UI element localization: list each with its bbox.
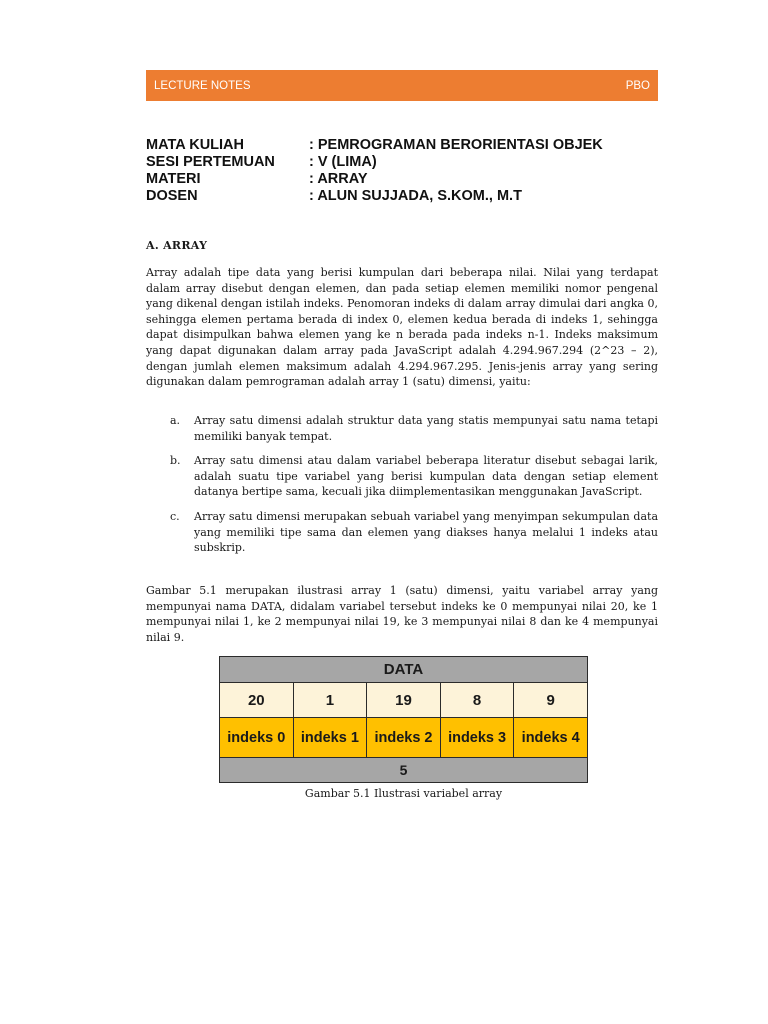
header-bar	[146, 70, 658, 101]
list-item	[146, 509, 658, 556]
figure-paragraph: Gambar 5.1 merupakan ilustrasi array 1 (satu) dimensi, yaitu variabel array yang mempunyai nama DATA, didalam variabel tersebut indeks ke 0 mempunyai nilai 20, ke 1 mempunyai nilai 1, ke 2 mempunyai nilai 19, ke 3 mempunyai nilai 8 dan ke 4 mempunyai nilai 9.	[146, 584, 658, 644]
section-title: A. ARRAY	[146, 239, 208, 252]
value-cell: 20	[220, 683, 294, 718]
value-cell: 9	[514, 683, 588, 718]
value-cell: 8	[440, 683, 514, 718]
meta-row-lecturer	[146, 188, 603, 205]
meta-row-session	[146, 154, 603, 171]
figure-caption: Gambar 5.1 Ilustrasi variabel array	[304, 787, 503, 800]
index-cell: indeks 0	[220, 718, 294, 758]
meta-key: MATERI	[146, 171, 201, 187]
meta-row-course	[146, 137, 603, 154]
list-text: Array satu dimensi adalah struktur data yang statis mempunyai satu nama tetapi memiliki banyak tempat.	[194, 414, 658, 443]
meta-value: : ALUN SUJJADA, S.KOM., M.T	[309, 188, 522, 204]
list-item	[146, 413, 658, 444]
value-cell: 1	[293, 683, 367, 718]
header-left-label: LECTURE NOTES	[154, 79, 251, 92]
meta-key: MATA KULIAH	[146, 137, 244, 153]
course-meta	[146, 137, 603, 205]
length-cell: 5	[220, 758, 588, 783]
list-text: Array satu dimensi atau dalam variabel beberapa literatur disebut sebagai larik, adalah suatu tipe variabel yang berisi kumpulan data dengan setiap element datanya bertipe sama, kecuali jika diimplementasikan menggunakan JavaScript.	[194, 454, 658, 499]
array-types-list	[146, 413, 658, 565]
index-cell: indeks 4	[514, 718, 588, 758]
index-cell: indeks 3	[440, 718, 514, 758]
meta-value: : ARRAY	[309, 171, 368, 187]
intro-paragraph: Array adalah tipe data yang berisi kumpulan dari beberapa nilai. Nilai yang terdapat dalam array disebut dengan elemen, dan pada setiap elemen memiliki nomor pengenal yang dikenal dengan istilah indeks. Penomoran indeks di dalam array dimulai dari angka 0, sehingga elemen pertama berada di index 0, elemen kedua berada di indeks 1, sehingga dapat disimpulkan bahwa elemen yang ke n berada pada indeks n-1. Indeks maksimum yang dapat digunakan dalam array pada JavaScript adalah 4.294.967.294 (2^23 – 2), dengan jumlah elemen maksimum adalah 4.294.967.295. Jenis-jenis array yang sering digunakan dalam pemrograman adalah array 1 (satu) dimensi, yaitu:	[146, 266, 658, 389]
array-figure-table	[219, 656, 588, 783]
list-marker: a.	[170, 414, 181, 427]
figure-title-cell: DATA	[220, 657, 588, 683]
index-cell: indeks 1	[293, 718, 367, 758]
meta-row-material	[146, 171, 603, 188]
header-right-label: PBO	[625, 79, 650, 92]
meta-value: : PEMROGRAMAN BERORIENTASI OBJEK	[309, 137, 603, 153]
meta-key: SESI PERTEMUAN	[146, 154, 275, 170]
list-marker: b.	[170, 454, 181, 468]
meta-value: : V (LIMA)	[309, 154, 377, 170]
list-item	[146, 453, 658, 500]
list-marker: c.	[170, 509, 180, 523]
list-text: Array satu dimensi merupakan sebuah variabel yang menyimpan sekumpulan data yang memiliki tipe sama dan elemen yang diakses hanya melalui 1 indeks atau subskrip.	[194, 509, 658, 555]
value-cell: 19	[367, 683, 441, 718]
index-cell: indeks 2	[367, 718, 441, 758]
meta-key: DOSEN	[146, 188, 198, 204]
